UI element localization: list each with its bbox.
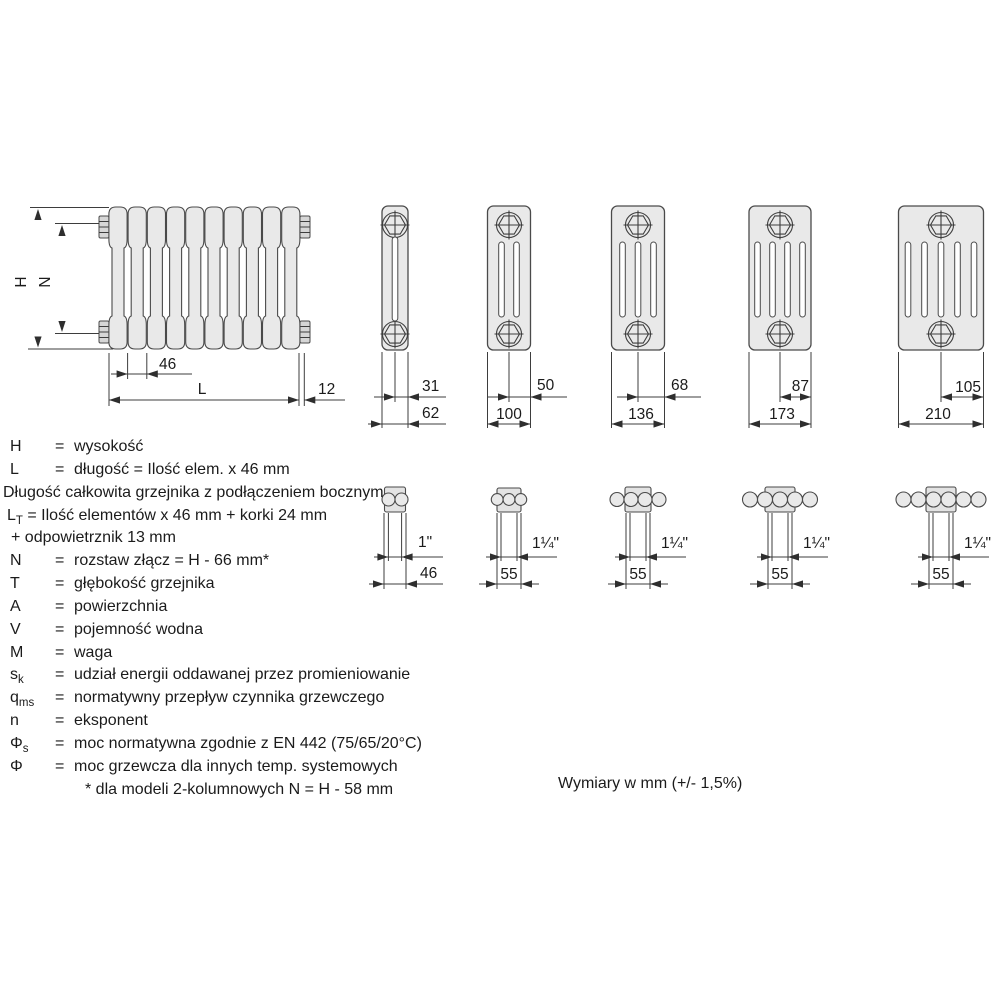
dim-arrow [650,580,661,587]
symbol-legend [3,436,643,802]
tube-section [911,492,926,507]
dim-label-87: 87 [791,378,809,395]
column-slot [620,242,626,317]
section-5col-side-view [749,206,811,428]
dim-arrow [761,553,772,560]
column-slot [392,237,398,321]
dim-label-thread-114in: 1¼" [532,535,560,552]
dim-label-12: 12 [318,381,336,398]
equals-sign: = [55,597,65,615]
radiator-column [224,207,242,349]
dim-label-136: 136 [628,406,654,423]
column-slot [905,242,911,317]
legend-definition: rozstaw złącz = H - 66 mm* [74,552,270,570]
legend-definition: pojemność wodna [74,620,203,638]
legend-row-L [3,459,643,482]
equals-sign: = [55,757,65,775]
dim-arrow [288,396,299,403]
nipple-connector [99,216,109,238]
legend-symbol: $\Phi_s$ [10,734,29,756]
dim-arrow [757,580,768,587]
end-offset-dimension [304,353,345,406]
dim-label-210: 210 [925,406,951,423]
radiator-column [167,207,185,349]
section-6col-side-view [899,206,984,428]
legend-definition: moc normatywna zgodnie z EN 442 (75/65/20°C) [74,734,422,752]
radiator-column [186,207,204,349]
dim-arrow [973,420,984,427]
dim-arrow [800,420,811,427]
radiator-column [263,207,281,349]
dim-label-46: 46 [420,565,438,582]
column-slot [955,242,961,317]
column-slot [514,242,520,317]
front-view-drawing [13,207,345,406]
legend-symbol: M [10,643,24,661]
equals-sign: = [55,689,65,707]
equals-sign: = [55,460,65,478]
legend-row-sk [3,664,643,687]
equals-sign: = [55,552,65,570]
legend-row-V [3,619,643,642]
legend-definition: długość = Ilość elem. x 46 mm [74,460,290,478]
legend-symbol: L [10,460,19,478]
legend-row-M [3,642,643,665]
legend-symbol: $q_{ms}$ [10,689,35,710]
equals-sign: = [55,643,65,661]
legend-row-total-length-note [3,482,643,505]
dim-label-thread-114in: 1¼" [661,535,689,552]
dim-arrow [498,393,509,400]
dim-label-50: 50 [537,377,555,394]
dim-label-100: 100 [496,406,522,423]
legend-definition: moc grzewcza dla innych temp. systemowych [74,757,398,775]
dim-arrow [922,553,933,560]
legend-definition: głębokość grzejnika [74,575,215,593]
dim-arrow [34,209,41,220]
legend-row-vent-note [3,527,643,550]
dim-arrow [949,553,960,560]
dim-arrow [612,420,623,427]
nipple-connector [300,321,310,343]
dim-label-thread-114in: 1¼" [803,535,831,552]
equals-sign: = [55,620,65,638]
tube-section [758,492,773,507]
dim-arrow [627,393,638,400]
dim-arrow [918,580,929,587]
dim-arrow [384,393,395,400]
dim-arrow [58,225,65,236]
legend-row-A [3,596,643,619]
dim-label-N: N [37,276,54,288]
radiator-column [147,207,165,349]
tube-section [743,492,758,507]
column-slot [922,242,928,317]
dim-label-31: 31 [422,378,440,395]
dim-label-thread-114in: 1¼" [964,535,992,552]
column-slot [938,242,944,317]
column-slot [755,242,761,317]
dim-arrow [899,420,910,427]
legend-symbol: $s_k$ [10,666,24,687]
tube-section [971,492,986,507]
tube-section [926,492,941,507]
dim-label-55: 55 [629,566,647,583]
legend-symbol: Φ [10,757,23,775]
dim-arrow [788,553,799,560]
legend-row-qms [3,687,643,710]
radiator-column [243,207,261,349]
legend-row-asterisk-note [3,779,643,802]
dim-arrow [780,393,791,400]
legend-row-n [3,710,643,733]
element-pitch-dimension [111,353,192,379]
dim-arrow [941,393,952,400]
legend-row-phi-s [3,733,643,756]
column-slot [635,242,641,317]
tube-section [896,492,911,507]
legend-symbol: A [10,597,21,615]
column-slot [971,242,977,317]
column-slot [785,242,791,317]
legend-row-LT [3,505,643,528]
legend-definition: eksponent [74,712,148,730]
dim-arrow [117,370,128,377]
legend-symbol: V [10,620,21,638]
dim-arrow [408,393,419,400]
dim-label-105: 105 [955,379,981,396]
equals-sign: = [55,712,65,730]
dim-label-H: H [13,276,30,288]
dim-label-62: 62 [422,405,440,422]
column-slot [651,242,657,317]
dim-arrow [953,580,964,587]
legend-row-phi [3,756,643,779]
legend-definition: powierzchnia [74,597,168,615]
tube-section [956,492,971,507]
nipple-connector [99,321,109,343]
tube-section [773,492,788,507]
dim-arrow [304,396,315,403]
legend-symbol: N [10,552,22,570]
section-3col-side-view [488,206,568,428]
dim-arrow [654,420,665,427]
dim-label-55: 55 [932,566,950,583]
tube-section [803,492,818,507]
dim-arrow [749,420,760,427]
legend-text: Długość całkowita grzejnika z podłączeniem bocznym [3,483,384,501]
dim-label-thread-1in: 1" [418,534,433,551]
legend-row-H [3,436,643,459]
dim-arrow [58,321,65,332]
equals-sign: = [55,575,65,593]
dim-label-55: 55 [500,566,518,583]
dim-label-L: L [197,381,207,398]
section-6col-top-view [896,487,991,589]
legend-definition: wysokość [74,438,144,455]
radiator-column [128,207,146,349]
tube-section [652,493,666,507]
legend-definition: normatywny przepływ czynnika grzewczego [74,689,385,707]
section-5col-top-view [743,487,831,589]
legend-definition: udział energii oddawanej przez promieniowanie [74,666,411,684]
legend-text: + odpowietrznik 13 mm [11,529,176,547]
dim-arrow [408,420,419,427]
section-2col-side-view [368,206,446,428]
radiator-column [282,207,300,349]
legend-symbol: T [10,575,20,593]
dim-arrow [109,396,120,403]
equals-sign: = [55,438,65,455]
connection-spacing-dimension [37,224,99,334]
dimensions-tolerance-note: Wymiary w mm (+/- 1,5%) [558,775,743,792]
column-slot [499,242,505,317]
legend-row-T [3,573,643,596]
dim-label-55: 55 [771,566,789,583]
section-4col-side-view [612,206,702,428]
column-slot [770,242,776,317]
equals-sign: = [55,734,65,752]
dim-arrow [371,420,382,427]
dim-label-46: 46 [159,356,177,373]
dim-arrow [792,580,803,587]
column-slot [800,242,806,317]
tube-section [788,492,803,507]
dim-arrow [34,337,41,348]
dim-label-173: 173 [769,406,795,423]
legend-definition: waga [74,643,113,661]
legend-symbol: n [10,712,19,730]
legend-text: * dla modeli 2-kolumnowych N = H - 58 mm [85,780,394,798]
legend-row-N [3,550,643,573]
legend-text: $L_T$ = Ilość elementów x 46 mm + korki 24 mm [7,506,328,527]
dim-arrow [665,393,676,400]
dim-label-68: 68 [671,377,689,394]
dim-arrow [147,370,158,377]
radiator-column [109,207,127,349]
equals-sign: = [55,666,65,684]
tube-section [941,492,956,507]
length-dimension [109,353,299,406]
radiator-column [205,207,223,349]
nipple-connector [300,216,310,238]
dim-arrow [531,393,542,400]
dim-arrow [646,553,657,560]
legend-symbol: H [10,438,22,455]
